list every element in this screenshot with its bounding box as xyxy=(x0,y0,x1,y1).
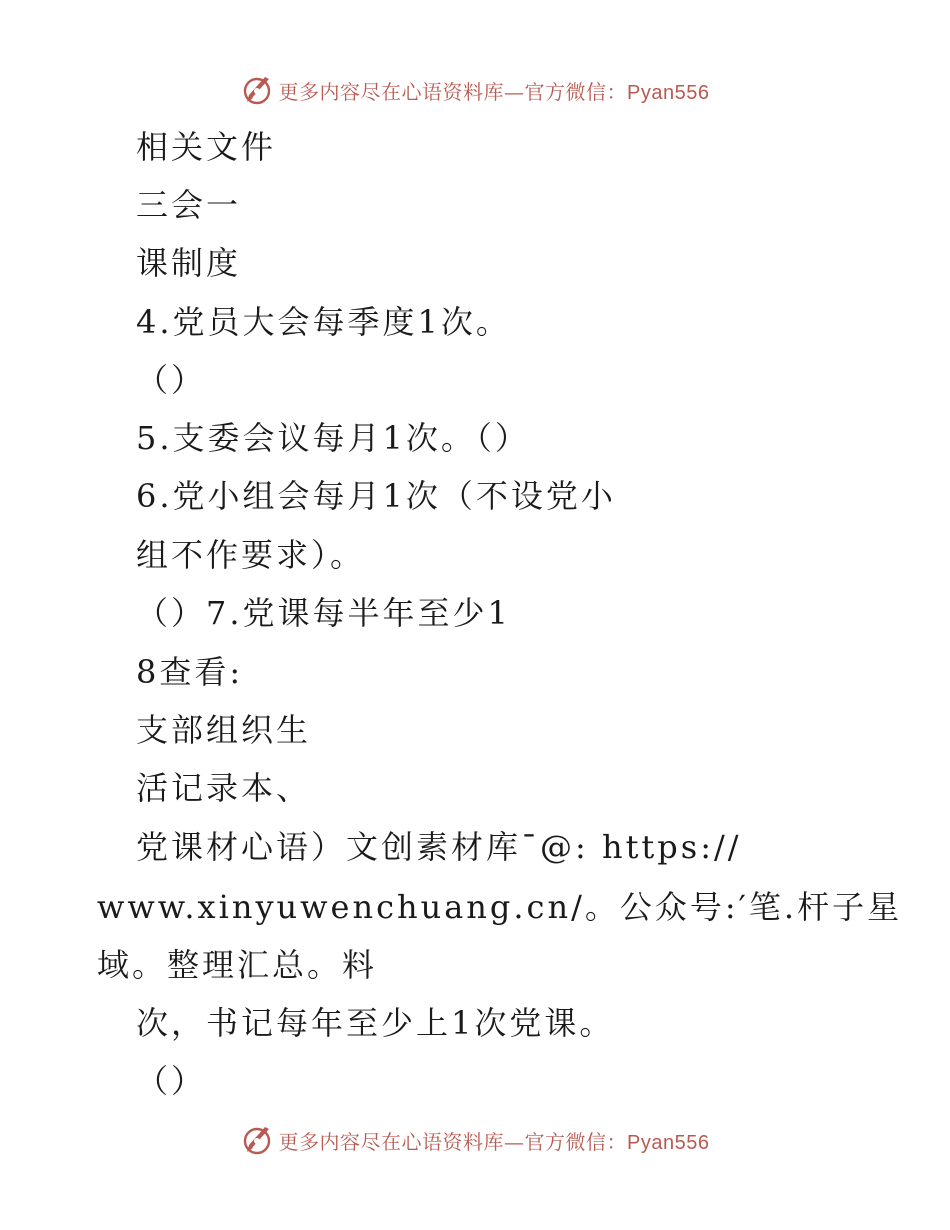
footer-banner-id: Pyan556 xyxy=(627,1131,710,1154)
body-line: 次，书记每年至少上1次党课。 xyxy=(136,1004,615,1042)
body-line: 相关文件 xyxy=(136,128,277,166)
body-line: 支部组织生 xyxy=(136,711,312,749)
body-line: 域。整理汇总。料 xyxy=(97,946,378,984)
body-line: 5.支委会议每月1次。（） xyxy=(136,419,530,457)
body-line: 6.党小组会每月1次（不设党小 xyxy=(136,477,616,515)
header-banner-text: 更多内容尽在心语资料库—官方微信：Pyan556 xyxy=(278,79,710,104)
body-line: 活记录本、 xyxy=(136,769,312,807)
header-banner-id: Pyan556 xyxy=(627,81,710,104)
quill-pen-circle-icon xyxy=(241,1123,275,1157)
body-line: 党课材心语）文创素材库¯@: https:// xyxy=(136,828,742,866)
footer-banner-text: 更多内容尽在心语资料库—官方微信：Pyan556 xyxy=(278,1129,710,1154)
quill-pen-circle-icon xyxy=(241,73,275,107)
body-line: 课制度 xyxy=(136,244,242,282)
body-line: 4.党员大会每季度1次。 xyxy=(136,303,511,341)
footer-banner xyxy=(0,1120,950,1160)
body-line: 三会一 xyxy=(136,186,242,224)
body-line: （） xyxy=(136,361,207,399)
body-line: 组不作要求）。 xyxy=(136,536,366,574)
body-line: （）7.党课每半年至少1 xyxy=(136,594,511,632)
body-line: www.xinyuwenchuang.cn/。公众号:′笔.杆子星 xyxy=(97,888,903,926)
body-line: 8查看: xyxy=(136,653,244,691)
header-banner xyxy=(0,70,950,110)
body-line: （） xyxy=(136,1062,207,1100)
